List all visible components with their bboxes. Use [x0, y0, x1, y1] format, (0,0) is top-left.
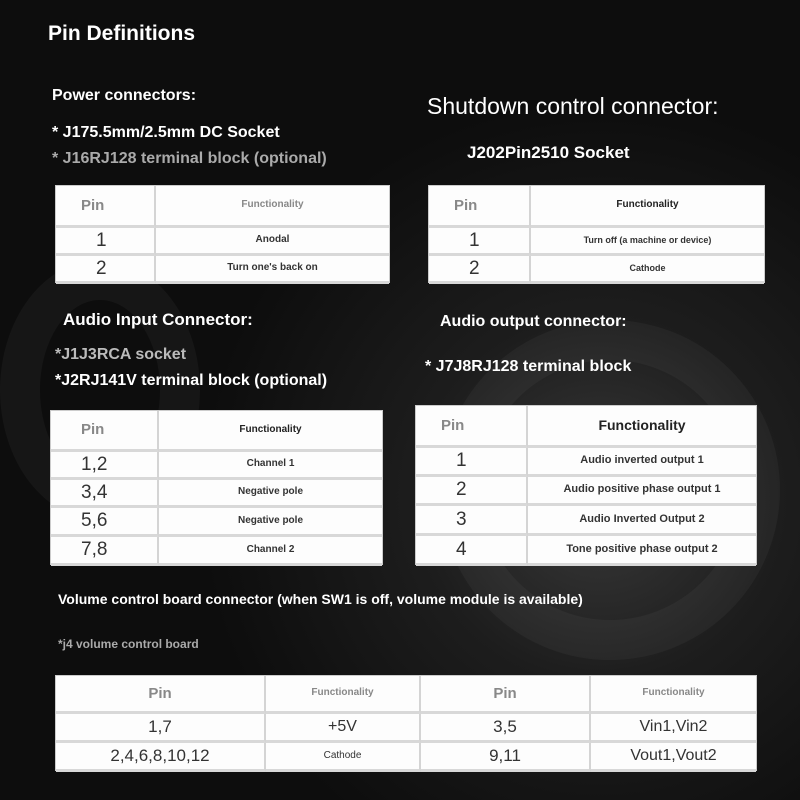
- audio-in-bullet: *J2RJ141V terminal block (optional): [55, 372, 328, 389]
- column-header: Pin: [416, 406, 528, 448]
- shutdown-sub: J202Pin2510 Socket: [467, 143, 630, 162]
- pin-cell: 1: [416, 448, 528, 477]
- audio-out-heading: Audio output connector:: [440, 313, 627, 330]
- column-header: Functionality: [591, 676, 756, 714]
- column-header: Functionality: [266, 676, 421, 714]
- power-bullet: * J175.5mm/2.5mm DC Socket: [52, 124, 280, 141]
- pin-cell: 5,6: [51, 508, 159, 537]
- power-table: [55, 185, 390, 283]
- volume-sub: *j4 volume control board: [58, 637, 199, 651]
- column-header: Pin: [421, 676, 591, 714]
- function-cell: Audio positive phase output 1: [528, 477, 756, 506]
- column-header: Pin: [56, 186, 156, 228]
- function-cell: Channel 1: [159, 452, 382, 480]
- function-cell: Anodal: [156, 228, 389, 256]
- function-cell: Channel 2: [159, 537, 382, 566]
- function-cell: Negative pole: [159, 508, 382, 537]
- column-header: Functionality: [531, 186, 764, 228]
- volume-heading: Volume control board connector (when SW1 is off, volume module is available): [58, 591, 583, 607]
- audio-in-heading: Audio Input Connector:: [63, 310, 253, 329]
- pin-cell: 1,7: [56, 714, 266, 743]
- shutdown-heading: Shutdown control connector:: [427, 93, 719, 119]
- pin-cell: 7,8: [51, 537, 159, 566]
- column-header: Functionality: [528, 406, 756, 448]
- function-cell: Audio inverted output 1: [528, 448, 756, 477]
- column-header: Functionality: [156, 186, 389, 228]
- function-cell: Cathode: [266, 743, 421, 772]
- pin-cell: 9,11: [421, 743, 591, 772]
- pin-cell: 2,4,6,8,10,12: [56, 743, 266, 772]
- pin-cell: 1: [429, 228, 531, 256]
- pin-cell: 1: [56, 228, 156, 256]
- audio-in-bullet: *J1J3RCA socket: [55, 346, 187, 363]
- audio-in-table: [50, 410, 383, 565]
- column-header: Pin: [51, 411, 159, 452]
- shutdown-table: [428, 185, 765, 283]
- pin-cell: 2: [56, 256, 156, 284]
- pin-cell: 3,4: [51, 480, 159, 508]
- pin-cell: 1,2: [51, 452, 159, 480]
- pin-cell: 3: [416, 506, 528, 536]
- function-cell: +5V: [266, 714, 421, 743]
- function-cell: Cathode: [531, 256, 764, 284]
- column-header: Functionality: [159, 411, 382, 452]
- function-cell: Turn off (a machine or device): [531, 228, 764, 256]
- page-title: Pin Definitions: [48, 22, 195, 45]
- function-cell: Turn one's back on: [156, 256, 389, 284]
- volume-table: [55, 675, 757, 771]
- function-cell: Tone positive phase output 2: [528, 536, 756, 566]
- column-header: Pin: [56, 676, 266, 714]
- column-header: Pin: [429, 186, 531, 228]
- audio-out-bullet: * J7J8RJ128 terminal block: [425, 358, 632, 375]
- function-cell: Vin1,Vin2: [591, 714, 756, 743]
- pin-cell: 2: [429, 256, 531, 284]
- audio-out-table: [415, 405, 757, 565]
- power-bullet: * J16RJ128 terminal block (optional): [52, 150, 327, 167]
- function-cell: Vout1,Vout2: [591, 743, 756, 772]
- power-heading: Power connectors:: [52, 87, 197, 104]
- pin-cell: 2: [416, 477, 528, 506]
- function-cell: Negative pole: [159, 480, 382, 508]
- pin-cell: 4: [416, 536, 528, 566]
- function-cell: Audio Inverted Output 2: [528, 506, 756, 536]
- pin-cell: 3,5: [421, 714, 591, 743]
